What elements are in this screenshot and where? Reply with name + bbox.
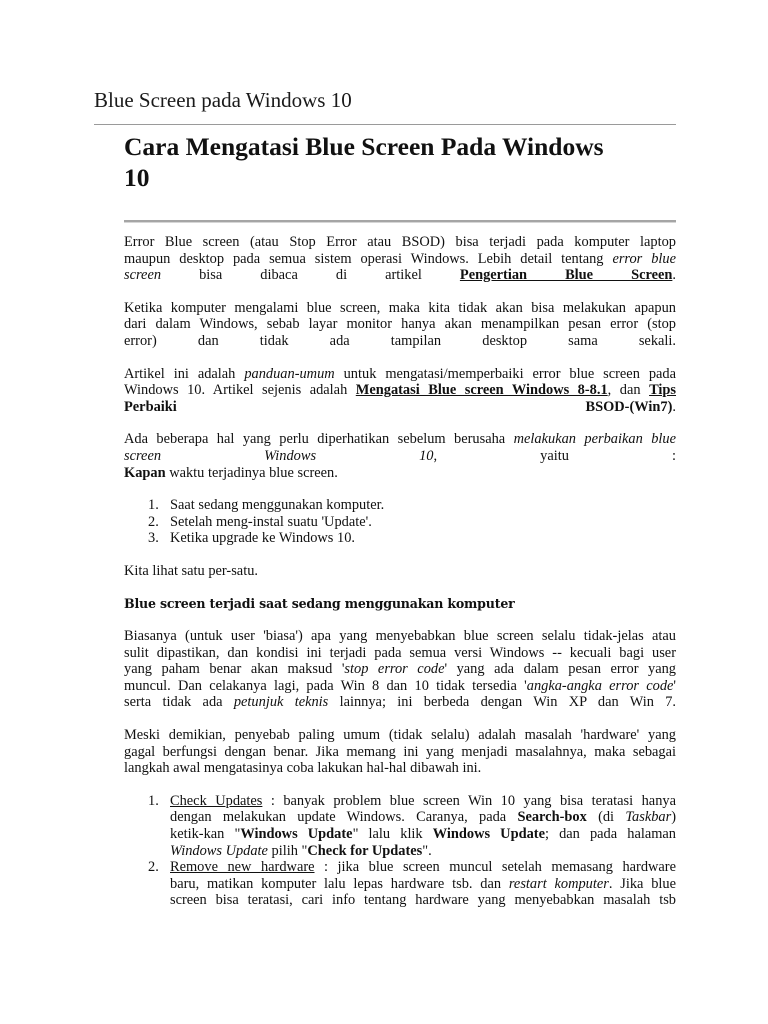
italic-text: screen bbox=[124, 267, 162, 284]
text-run: ketik-kan " bbox=[170, 826, 241, 843]
text-run: ' yang ada dalam pesan error yang bbox=[444, 661, 676, 678]
paragraph-guide bbox=[124, 366, 676, 416]
paragraph-line bbox=[124, 448, 676, 465]
text-run: . bbox=[672, 398, 676, 415]
text-run: artikel bbox=[385, 267, 422, 284]
list-item bbox=[124, 497, 676, 514]
paragraph-line: sulit dipastikan, dan kondisi ini terjadi pada semua versi Windows -- kecuali bagi user bbox=[124, 644, 676, 661]
list-item-text: Saat sedang menggunakan komputer. bbox=[170, 497, 385, 514]
list-item-line bbox=[170, 859, 676, 876]
text-run: ". bbox=[422, 842, 432, 859]
paragraph-line bbox=[124, 366, 676, 383]
italic-text: Taskbar bbox=[625, 809, 672, 826]
text-run: baru, matikan komputer lalu lepas hardware tsb. dan bbox=[170, 875, 509, 892]
text-run: . bbox=[672, 267, 676, 284]
list-item-line bbox=[170, 793, 676, 810]
text-run: pilih " bbox=[267, 842, 308, 859]
conditions-list bbox=[124, 497, 676, 547]
paragraph-line bbox=[124, 465, 676, 482]
text-run: : jika blue screen muncul setelah memasang hardware bbox=[314, 859, 676, 876]
italic-text: Windows Update bbox=[170, 842, 268, 859]
list-item-line: screen bisa teratasi, cari info tentang hardware yang menyebabkan masalah tsb bbox=[170, 892, 676, 909]
list-item-line bbox=[170, 826, 676, 843]
list-item-line bbox=[170, 876, 676, 893]
italic-text: Windows bbox=[264, 447, 317, 464]
link-remove-new-hardware[interactable]: Remove new hardware bbox=[170, 859, 315, 876]
paragraph-line bbox=[124, 431, 676, 448]
text-run: ; dan pada halaman bbox=[544, 826, 676, 843]
italic-text: error blue bbox=[612, 250, 676, 267]
paragraph-line: dari dalam Windows, sebab layar monitor hanya akan menampilkan pesan error (stop bbox=[124, 316, 676, 333]
article-title-line-2: 10 bbox=[124, 163, 150, 192]
link-tips-perbaiki-bsod-continued[interactable]: BSOD-(Win7) bbox=[585, 398, 673, 415]
text-run: ' bbox=[673, 677, 677, 694]
paragraph-line bbox=[124, 661, 676, 678]
bold-text: Search-box bbox=[517, 809, 587, 826]
list-item bbox=[124, 514, 676, 531]
list-item bbox=[124, 793, 676, 859]
paragraph-line: error) dan tidak ada tampilan desktop sama sekali. bbox=[124, 332, 676, 349]
text-run: yaitu bbox=[540, 447, 569, 464]
document-header: Blue Screen pada Windows 10 bbox=[94, 88, 352, 112]
text-run: ) bbox=[671, 809, 677, 826]
text-run: serta tidak ada bbox=[124, 694, 234, 711]
paragraph-line: Error Blue screen (atau Stop Error atau BSOD) bisa terjadi pada komputer laptop bbox=[124, 234, 676, 250]
text-run: : bbox=[671, 447, 676, 464]
text-run: lainnya; ini berbeda dengan Win XP dan Win 7. bbox=[328, 694, 677, 711]
italic-text: panduan-umum bbox=[244, 365, 335, 382]
paragraph-line bbox=[124, 267, 676, 284]
section-subheading: Blue screen terjadi saat sedang menggunakan komputer bbox=[124, 595, 515, 611]
text-run: : banyak problem blue screen Win 10 yang bisa teratasi hanya bbox=[262, 792, 676, 809]
text-run: . Jika blue bbox=[608, 875, 676, 892]
text-run: yang paham benar akan maksud ' bbox=[124, 661, 345, 678]
article-title bbox=[124, 131, 676, 193]
italic-text: stop error code bbox=[344, 661, 445, 678]
fix-steps-list bbox=[124, 793, 676, 909]
bold-text: Windows Update bbox=[432, 826, 545, 843]
italic-text: restart komputer bbox=[508, 875, 609, 892]
paragraph-one-by-one: Kita lihat satu per-satu. bbox=[124, 562, 258, 579]
paragraph-causes bbox=[124, 628, 676, 711]
list-item bbox=[124, 859, 676, 909]
list-number: 2. bbox=[148, 859, 159, 876]
text-run: untuk mengatasi/memperbaiki error blue screen pada bbox=[334, 365, 676, 382]
article-body bbox=[124, 131, 676, 909]
paragraph-line: Meski demikian, penyebab paling umum (tidak selalu) adalah masalah 'hardware' yang bbox=[124, 727, 676, 744]
paragraph-line: gagal berfungsi dengan benar. Jika memang ini yang menjadi masalahnya, maka sebagai bbox=[124, 743, 676, 760]
link-tips-perbaiki-bsod[interactable]: Tips bbox=[649, 382, 677, 399]
text-run: waktu terjadinya blue screen. bbox=[165, 464, 338, 481]
text-run: maupun desktop pada semua sistem operasi Windows. Lebih detail tentang bbox=[124, 250, 613, 267]
text-run: " lalu klik bbox=[352, 826, 433, 843]
bold-text: Windows Update bbox=[240, 826, 353, 843]
list-item-line bbox=[170, 809, 676, 826]
link-tips-perbaiki-bsod-continued[interactable]: Perbaiki bbox=[124, 398, 177, 415]
list-number: 3. bbox=[148, 530, 159, 547]
text-run: di bbox=[335, 267, 348, 284]
paragraph-line: Ketika komputer mengalami blue screen, maka kita tidak akan bisa melakukan apapun bbox=[124, 299, 676, 316]
text-run: Ada beberapa hal yang perlu diperhatikan sebelum berusaha bbox=[124, 431, 514, 448]
text-run: muncul. Dan celakanya lagi, pada Win 8 dan 10 tidak tersedia ' bbox=[124, 677, 527, 694]
link-mengatasi-blue-screen-windows-8[interactable]: Mengatasi Blue screen Windows 8-8.1 bbox=[355, 382, 608, 399]
article-title-line-1: Cara Mengatasi Blue Screen Pada Windows bbox=[124, 132, 604, 161]
paragraph-line bbox=[124, 678, 676, 695]
paragraph-hardware bbox=[124, 727, 676, 777]
list-item-text: Ketika upgrade ke Windows 10. bbox=[170, 530, 355, 547]
header-divider bbox=[94, 124, 676, 125]
list-item-line bbox=[170, 843, 676, 860]
paragraph-intro bbox=[124, 234, 676, 284]
text-run: (di bbox=[586, 809, 626, 826]
paragraph-line bbox=[124, 382, 676, 399]
text-run: dibaca bbox=[260, 267, 298, 284]
paragraph-conditions bbox=[124, 431, 676, 481]
paragraph-line bbox=[124, 399, 676, 416]
italic-text: angka-angka error code bbox=[526, 677, 674, 694]
bold-text: Check for Updates bbox=[307, 842, 423, 859]
text-run: Windows 10. Artikel sejenis adalah bbox=[124, 382, 356, 399]
list-item-text: Setelah meng-instal suatu 'Update'. bbox=[170, 513, 372, 530]
italic-text: 10 bbox=[419, 447, 434, 464]
italic-text: screen bbox=[124, 447, 162, 464]
paragraph-line: Biasanya (untuk user 'biasa') apa yang menyebabkan blue screen selalu tidak-jelas atau bbox=[124, 628, 676, 645]
link-check-updates[interactable]: Check Updates bbox=[170, 792, 263, 809]
list-number: 2. bbox=[148, 513, 159, 530]
text-run: , dan bbox=[607, 382, 650, 399]
italic-text: petunjuk teknis bbox=[233, 694, 329, 711]
bold-text: Kapan bbox=[124, 464, 166, 481]
paragraph-effect bbox=[124, 300, 676, 350]
text-run: Artikel ini adalah bbox=[124, 365, 245, 382]
link-pengertian-blue-screen[interactable]: Pengertian Blue Screen bbox=[459, 267, 673, 284]
list-item bbox=[124, 530, 676, 547]
text-run: dengan melakukan update Windows. Caranya, pada bbox=[170, 809, 518, 826]
list-number: 1. bbox=[148, 497, 159, 514]
paragraph-line: langkah awal mengatasinya coba lakukan hal-hal dibawah ini. bbox=[124, 760, 482, 777]
text-run: , bbox=[433, 447, 438, 464]
paragraph-line bbox=[124, 694, 676, 711]
italic-text: melakukan perbaikan blue bbox=[513, 431, 676, 448]
paragraph-line bbox=[124, 251, 676, 268]
list-number: 1. bbox=[148, 792, 159, 809]
text-run: bisa bbox=[199, 267, 223, 284]
